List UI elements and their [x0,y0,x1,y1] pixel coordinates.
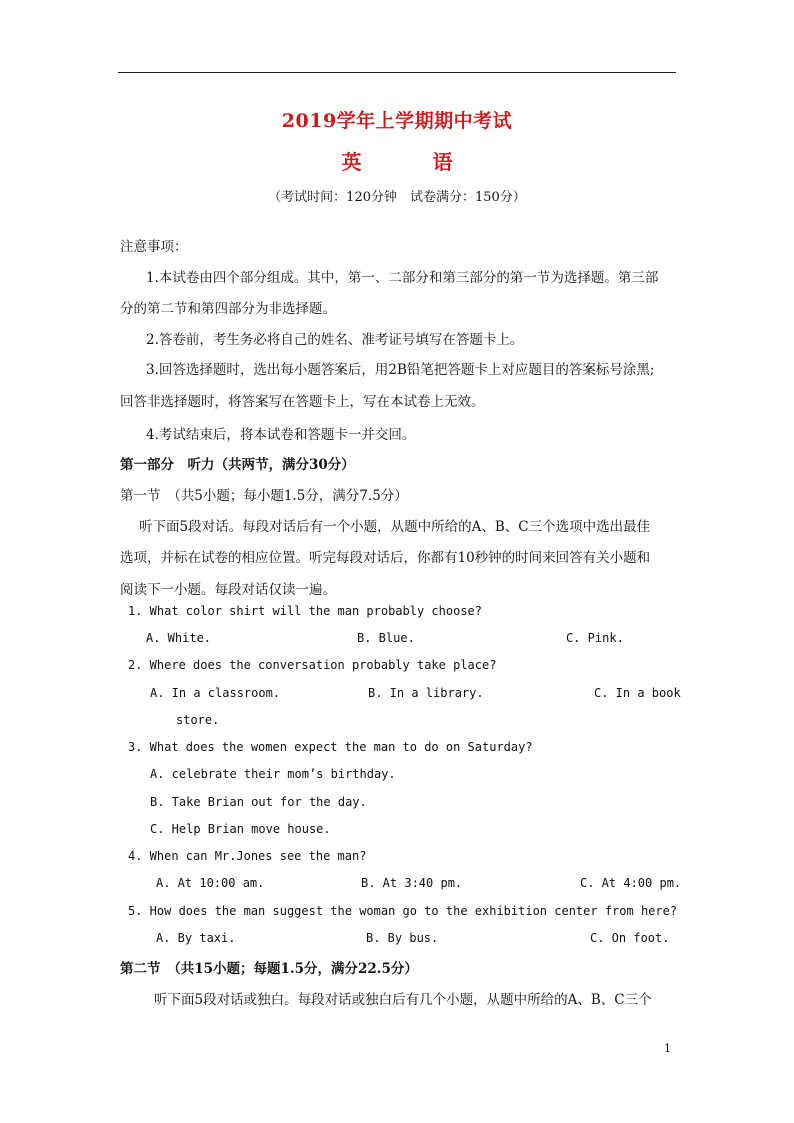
part1-intro-a: 听下面5段对话。每段对话后有一个小题，从题中所给的A、B、C三个选项中选出最佳 [139,519,651,535]
part1-intro-b: 选项，并标在试卷的相应位置。听完每段对话后，你都有10秒钟的时间来回答有关小题和 [120,550,651,566]
question-3-option-c: C. Help Brian move house. [150,822,331,836]
question-5: 5. How does the man suggest the woman go to the exhibition center from here? [128,904,678,918]
part1-intro-c: 阅读下一小题。每段对话仅读一遍。 [120,582,336,598]
notice-line-1b: 分的第二节和第四部分为非选择题。 [120,301,336,317]
question-3-option-b: B. Take Brian out for the day. [150,795,367,809]
part1-section1-heading: 第一节 （共5小题；每小题1.5分，满分7.5分） [120,488,408,504]
question-4-option-a: A. At 10:00 am. [156,876,265,890]
exam-meta: （考试时间：120分钟 试卷满分：150分） [268,190,526,205]
page-number: 1 [664,1042,671,1055]
question-5-option-b: B. By bus. [366,931,439,945]
notice-line-4: 4.考试结束后，将本试卷和答题卡一并交回。 [146,427,416,443]
question-1-option-a: A. White. [146,631,212,645]
notice-line-3b: 回答非选择题时，将答案写在答题卡上，写在本试卷上无效。 [120,394,485,410]
question-2-option-a: A. In a classroom. [150,686,281,700]
question-1: 1. What color shirt will the man probably choose? [128,604,483,618]
question-1-option-c: C. Pink. [566,631,624,645]
question-5-option-a: A. By taxi. [156,931,236,945]
section2-heading: 第二节 （共15小题；每题1.5分，满分22.5分） [120,961,418,977]
notice-heading: 注意事项： [120,239,188,255]
question-2: 2. Where does the conversation probably take place? [128,658,497,672]
exam-title: 2019学年上学期期中考试 [281,110,513,132]
question-4: 4. When can Mr.Jones see the man? [128,849,367,863]
part1-heading: 第一部分 听力（共两节，满分30分） [120,457,355,473]
exam-subject [0,146,794,175]
question-3: 3. What does the women expect the man to do on Saturday? [128,740,533,754]
question-3-option-a: A. celebrate their mom’s birthday. [150,767,396,781]
exam-subject-text: 英 语 [341,150,485,174]
question-1-option-b: B. Blue. [357,631,415,645]
question-4-option-c: C. At 4:00 pm. [580,876,682,890]
question-4-option-b: B. At 3:40 pm. [361,876,463,890]
question-2-option-b: B. In a library. [368,686,484,700]
question-2-option-c: C. In a book [594,686,681,700]
header-rule [118,72,676,73]
notice-line-1a: 1.本试卷由四个部分组成。其中，第一、二部分和第三部分的第一节为选择题。第三部 [146,270,659,286]
question-5-option-c: C. On foot. [590,931,670,945]
question-2-option-c-cont: store. [176,713,220,727]
notice-line-3a: 3.回答选择题时，选出每小题答案后，用2B铅笔把答题卡上对应题目的答案标号涂黑; [146,362,655,378]
notice-line-2: 2.答卷前，考生务必将自己的姓名、准考证号填写在答题卡上。 [146,332,524,348]
section2-intro: 听下面5段对话或独白。每段对话或独白后有几个小题，从题中所给的A、B、C三个 [154,992,652,1008]
